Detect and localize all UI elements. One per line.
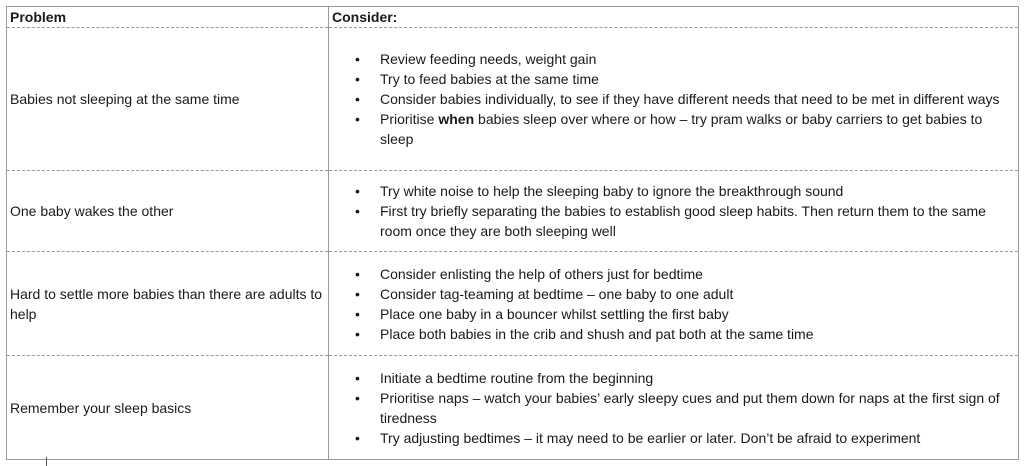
tip-item [380,109,1012,149]
table-row [7,356,1019,460]
consider-cell [329,356,1019,460]
table-row [7,252,1019,356]
header-consider: Consider: [329,7,1019,28]
table-row [7,28,1019,171]
tips-list [332,49,1018,149]
tip-text: Place both babies in the crib and shush and pat both at the same time [380,325,814,342]
tip-text: Consider babies individually, to see if they have different needs that need to be met in different ways [380,91,1000,107]
tip-text: Consider tag-teaming at bedtime – one baby to one adult [380,285,734,302]
tip-text: Initiate a bedtime routine from the beginning [380,369,654,386]
tip-text: Place one baby in a bouncer whilst settling the first baby [380,305,729,322]
consider-cell [329,252,1019,356]
tip-item [380,49,1012,69]
table-row [7,171,1019,252]
problem-cell: Babies not sleeping at the same time [7,28,329,171]
tip-text: Review feeding needs, weight gain [380,51,597,67]
tips-list [332,181,1018,241]
problem-cell: Hard to settle more babies than there are adults to help [7,252,329,356]
tip-item [380,201,1012,241]
tip-item [380,181,1012,201]
tip-text: babies sleep over where or how – try pram walks or baby carriers to get babies to sleep [380,111,983,147]
tip-item [380,69,1012,89]
tip-emphasis: when [438,111,475,127]
consider-cell [329,28,1019,171]
sleep-problems-table [6,6,1019,460]
problem-cell: One baby wakes the other [7,171,329,252]
tip-text: Consider enlisting the help of others just for bedtime [380,265,703,282]
header-problem: Problem [7,7,329,28]
tip-text: Try white noise to help the sleeping baby to ignore the breakthrough sound [380,183,844,199]
tips-list [332,368,1018,448]
tip-item [380,368,1012,388]
problem-cell: Remember your sleep basics [7,356,329,460]
tip-item [380,304,1012,324]
tip-item [380,284,1012,304]
tip-text: Prioritise [380,111,439,127]
tip-text: Try adjusting bedtimes – it may need to be earlier or later. Don’t be afraid to experiment [380,429,921,446]
tip-text: Prioritise naps – watch your babies’ early sleepy cues and put them down for naps at the first sign of tiredness [380,389,1000,426]
tip-item [380,388,1012,428]
tip-item [380,324,1012,344]
text-cursor [46,457,47,466]
consider-cell [329,171,1019,252]
tips-list [332,264,1018,344]
tip-item [380,89,1012,109]
tip-item [380,428,1012,448]
table-header-row [7,7,1019,28]
tip-text: Try to feed babies at the same time [380,71,599,87]
tip-item [380,264,1012,284]
tip-text: First try briefly separating the babies to establish good sleep habits. Then return them to the same room once they are both sleeping well [380,203,986,239]
